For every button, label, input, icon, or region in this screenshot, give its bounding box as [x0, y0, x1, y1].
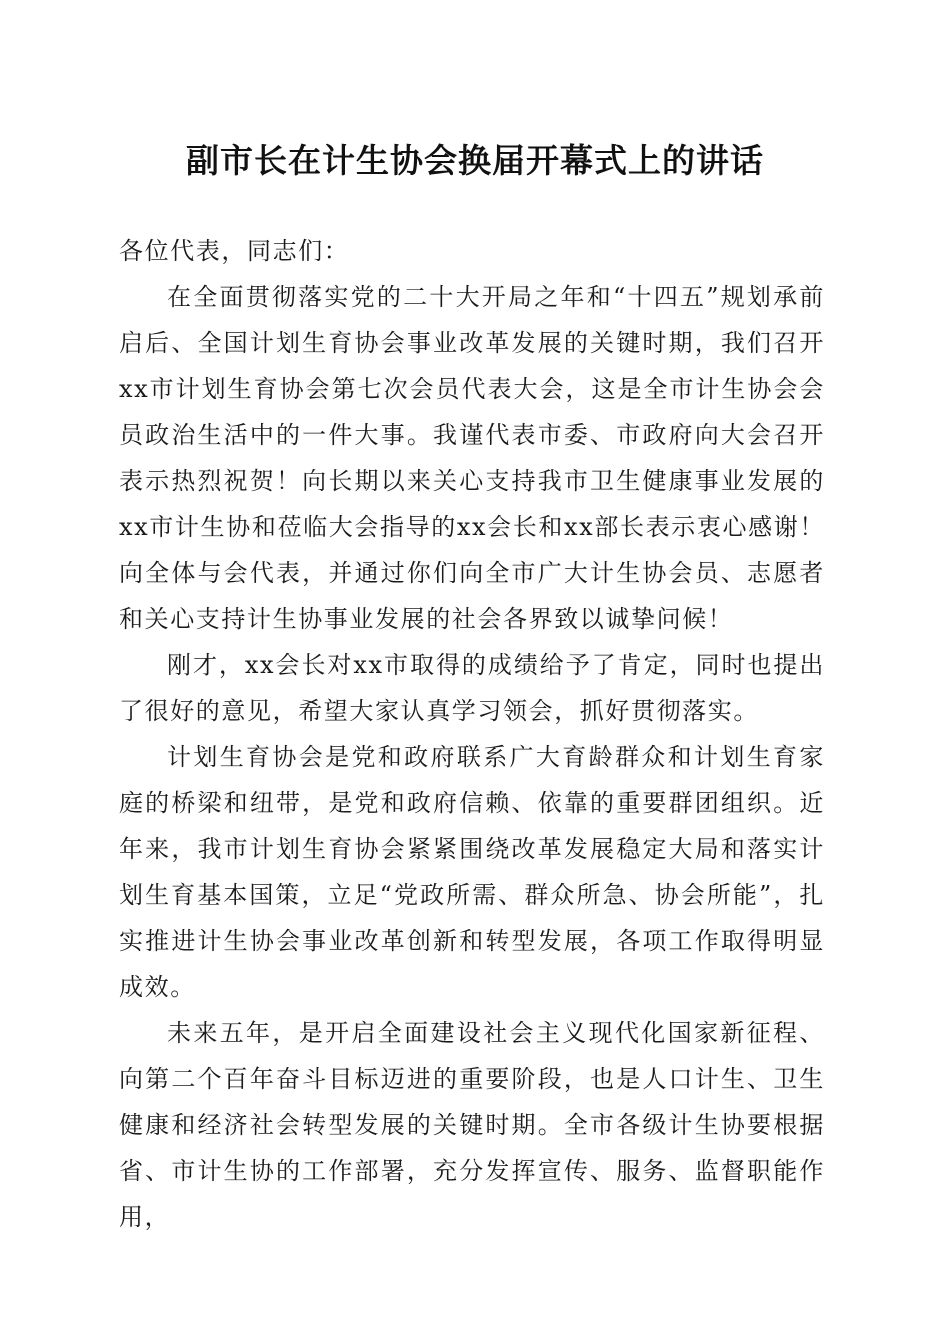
- paragraph-next-five-years: 未来五年，是开启全面建设社会主义现代化国家新征程、向第二个百年奋斗目标迈进的重要阶段，也是人口计生、卫生健康和经济社会转型发展的关键时期。全市各级计生协要根据省、市计生协的工作部署，充分发挥宣传、服务、监督职能作用，: [119, 1019, 825, 1231]
- document-title: 副市长在计生协会换届开幕式上的讲话: [186, 141, 764, 180]
- paragraph-opening: 在全面贯彻落实党的二十大开局之年和“十四五”规划承前启后、全国计划生育协会事业改革发展的关键时期，我们召开xx市计划生育协会第七次会员代表大会，这是全市计生协会会员政治生活中的一件大事。我谨代表市委、市政府向大会召开表示热烈祝贺！向长期以来关心支持我市卫生健康事业发展的xx市计生协和莅临大会指导的xx会长和xx部长表示衷心感谢！向全体与会代表，并通过你们向全市广大计生协会员、志愿者和关心支持计生协事业发展的社会各界致以诚挚问候！: [119, 283, 825, 633]
- document-body: [119, 228, 825, 1240]
- paragraph-association-role: 计划生育协会是党和政府联系广大育龄群众和计划生育家庭的桥梁和纽带，是党和政府信赖、依靠的重要群团组织。近年来，我市计划生育协会紧紧围绕改革发展稳定大局和落实计划生育基本国策，立足“党政所需、群众所急、协会所能”，扎实推进计生协会事业改革创新和转型发展，各项工作取得明显成效。: [119, 743, 825, 1001]
- salutation: 各位代表，同志们：: [119, 237, 350, 265]
- paragraph-remarks: 刚才，xx会长对xx市取得的成绩给予了肯定，同时也提出了很好的意见，希望大家认真学习领会，抓好贯彻落实。: [119, 651, 825, 725]
